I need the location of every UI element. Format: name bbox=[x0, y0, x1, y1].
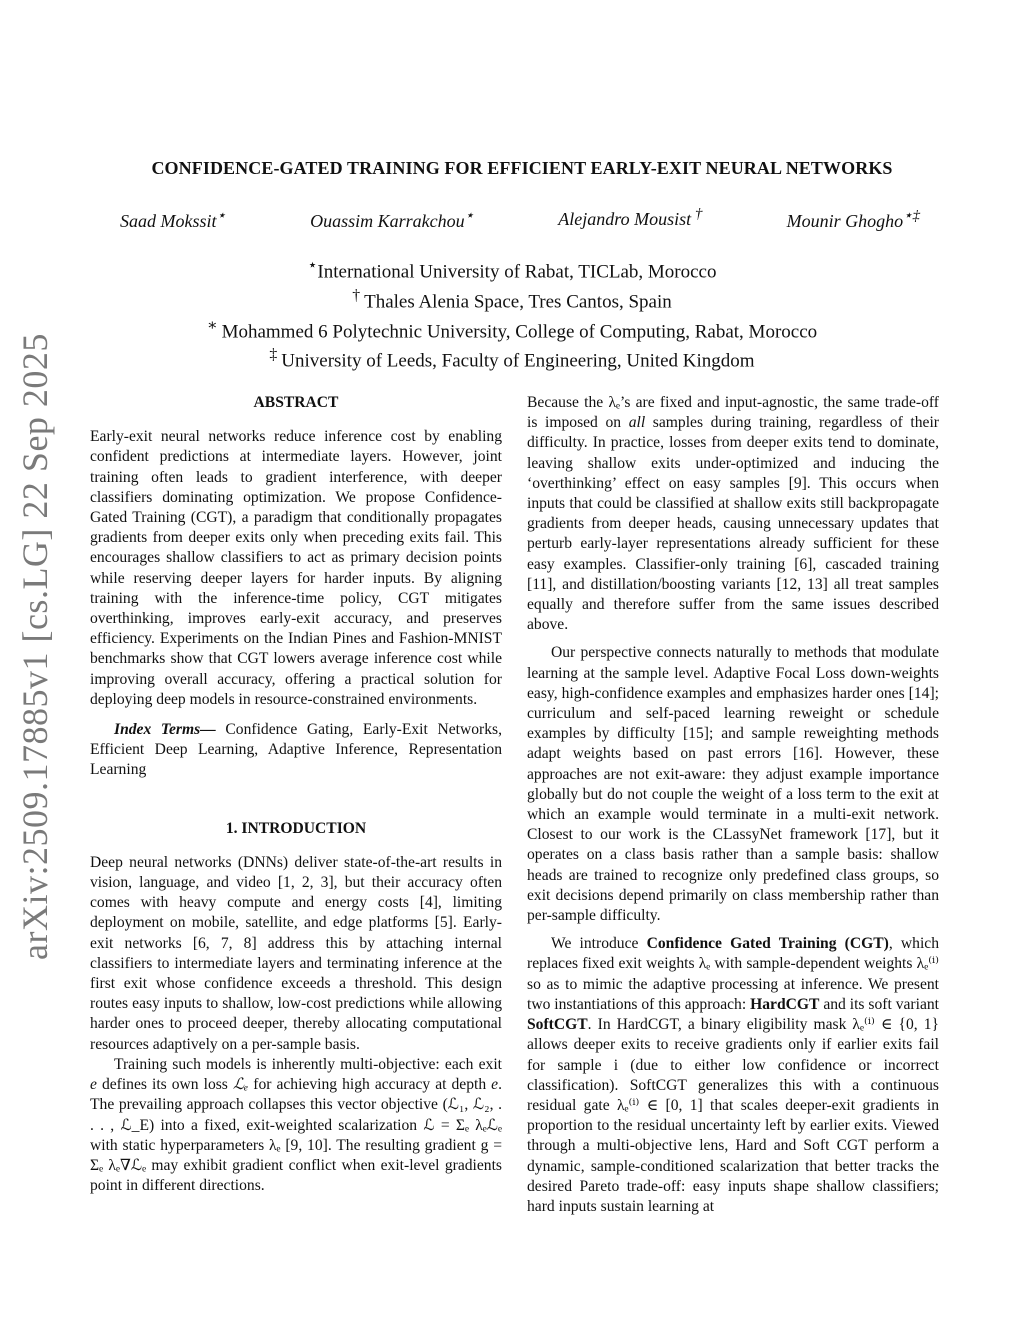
author: Alejandro Mousist † bbox=[558, 206, 703, 229]
abstract-heading: ABSTRACT bbox=[253, 394, 339, 411]
body-paragraph: Our perspective connects naturally to methods that modulate learning at the sample level. Adaptive Focal Loss down-weights easy, high-confidence examples and emphasizes harder ones [14]; curriculum and self-paced learning reweight or schedule examples by difficulty [15]; and sample reweighting methods adapt weights based on past errors [16]. However, these approaches are not exit-aware: they adjust example importance globally but do not couple the weight of a loss term to the exit at which an example would terminate in a multi-exit network. Closest to our work is the CLassyNet framework [17], but it operates on a class basis rather than a sample basis: shallow heads are trained to recognize only predefined class groups, so exit decisions depend primarily on class membership rather than per-sample difficulty. bbox=[527, 644, 939, 925]
paper-title: CONFIDENCE-GATED TRAINING FOR EFFICIENT EARLY-EXIT NEURAL NETWORKS bbox=[151, 158, 893, 178]
author: Mounir Ghogho⋆‡ bbox=[786, 208, 920, 231]
author: Ouassim Karrakchou⋆ bbox=[310, 208, 475, 231]
abstract-text: Early-exit neural networks reduce inference cost by enabling confident predictions at intermediate layers. However, joint training often leads to gradient interference, with deeper classifiers dominating optimization. We propose Confidence-Gated Training (CGT), a paradigm that conditionally propagates gradients from deeper exits only when preceding exits fail. This encourages shallow classifiers to act as primary decision points while reserving deeper layers for harder inputs. By aligning training with the inference-time policy, CGT mitigates overthinking, improves early-exit accuracy, and preserves efficiency. Experiments on the Indian Pines and Fashion-MNIST benchmarks show that CGT lowers average inference cost while improving overall accuracy, offering a practical solution for deploying deep models in resource-constrained environments. bbox=[90, 428, 502, 708]
index-terms: Index Terms— Confidence Gating, Early-Exit Networks, Efficient Deep Learning, Adaptive Inference, Representation Learning bbox=[90, 721, 502, 779]
body-paragraph: We introduce Confidence Gated Training (CGT), which replaces fixed exit weights λₑ with sample-dependent weights λₑ⁽ⁱ⁾ so as to mimic the adaptive processing at inference. We present two instantiations of this approach: HardCGT and its soft variant SoftCGT. In HardCGT, a binary eligibility mask λₑ⁽ⁱ⁾ ∈ {0, 1} allows deeper exits to receive gradients only if earlier exits fail for sample i (due to either low confidence or incorrect classification). SoftCGT generalizes this with a continuous residual gate λₑ⁽ⁱ⁾ ∈ [0, 1] that scales deeper-exit gradients in proportion to the residual uncertainty left by earlier exits. Viewed through a multi-objective lens, Hard and Soft CGT perform a dynamic, sample-conditioned scalarization that better tracks the desired Pareto trade-off: easy inputs shape shallow classifiers; hard inputs sustain learning at bbox=[527, 935, 940, 1215]
intro-paragraph: Training such models is inherently multi-objective: each exit e defines its own loss ℒₑ for achieving high accuracy at depth e. The prevailing approach collapses this vector objective (ℒ₁, ℒ₂, . . . , ℒ_E) into a fixed, exit-weighted scalarization ℒ = Σₑ λₑℒₑ with static hyperparameters λₑ [9, 10]. The resulting gradient g = Σₑ λₑ∇ℒₑ may exhibit gradient conflict when exit-level gradients point in different directions. bbox=[90, 1055, 502, 1195]
author: Saad Mokssit⋆ bbox=[120, 208, 226, 231]
arxiv-watermark: arXiv:2509.17885v1 [cs.LG] 22 Sep 2025 bbox=[15, 333, 55, 960]
affiliation: ‡ University of Leeds, Faculty of Engineering, United Kingdom bbox=[269, 346, 755, 372]
affiliations bbox=[112, 254, 912, 373]
intro-heading: 1. INTRODUCTION bbox=[225, 819, 367, 837]
affiliation: † Thales Alenia Space, Tres Cantos, Spain bbox=[352, 286, 672, 313]
affiliation: ∗ Mohammed 6 Polytechnic University, College of Computing, Rabat, Morocco bbox=[206, 316, 818, 342]
intro-paragraph: Deep neural networks (DNNs) deliver state-of-the-art results in vision, language, and video [1, 2, 3], but their accuracy often comes with heavy compute and energy costs [4], limiting deployment on mobile, satellite, and edge platforms [5]. Early-exit networks [6, 7, 8] address this by attaching internal classifiers to intermediate layers and terminating inference at the first exit whose confidence exceeds a threshold. This design routes easy inputs to shallow, low-cost predictions while allowing harder ones to proceed deeper, thereby allocating computational resources adaptively on a per-sample basis. bbox=[90, 853, 502, 1053]
author-list bbox=[120, 206, 920, 232]
body-paragraph: Because the λₑ’s are fixed and input-agnostic, the same trade-off is imposed on all samples during training, regardless of their difficulty. In practice, losses from deeper exits tend to dominate, leaving shallow exits under-optimized and inducing the ‘overthinking’ effect on easy samples [9]. This occurs when inputs that could be classified at shallow exits still backpropagate gradients from deeper heads, causing unnecessary updates that perturb early-layer representations already sufficient for these easy examples. Classifier-only training [6], cascaded training [11], and distillation/boosting variants [12, 13] all treat samples equally and therefore suffer from the same issues described above. bbox=[527, 394, 939, 634]
affiliation: ⋆International University of Rabat, TICLab, Morocco bbox=[307, 257, 717, 283]
right-column bbox=[527, 393, 939, 1217]
left-column bbox=[90, 393, 502, 1196]
